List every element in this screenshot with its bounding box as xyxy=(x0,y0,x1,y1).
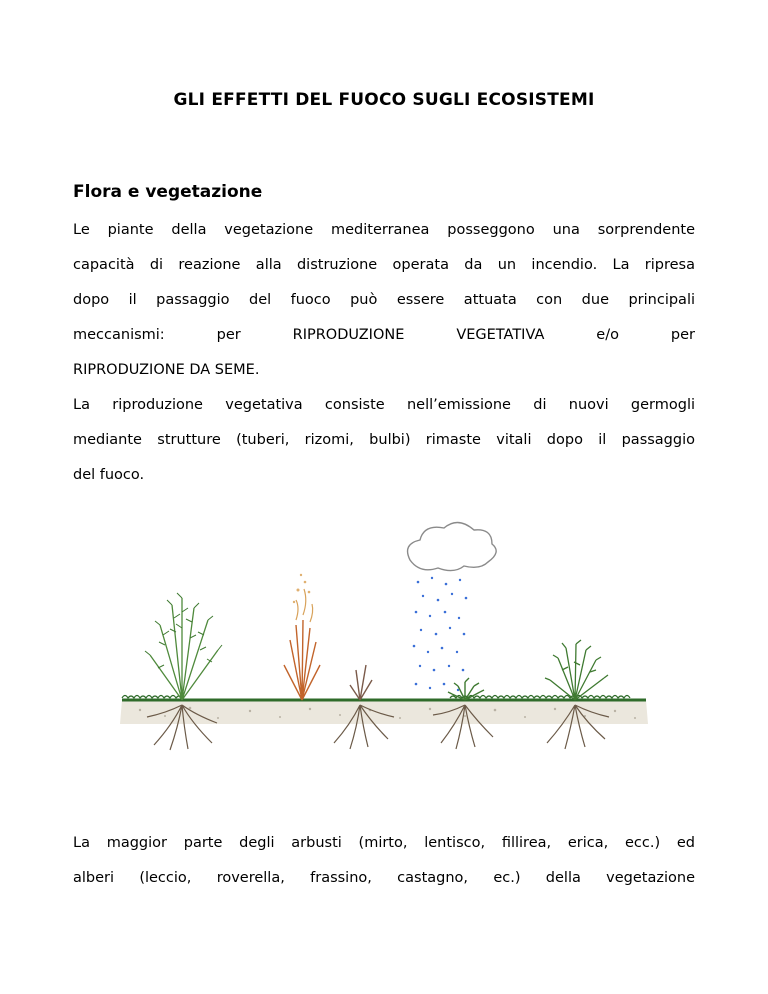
page-title: GLI EFFETTI DEL FUOCO SUGLI ECOSISTEMI xyxy=(173,90,595,110)
rain-cloud-icon xyxy=(408,522,497,691)
paragraph-vegetative-reproduction xyxy=(73,388,695,493)
paragraph-line: del fuoco. xyxy=(73,467,145,483)
ground-icon xyxy=(120,696,648,725)
paragraph-line: meccanismi: per RIPRODUZIONE VEGETATIVA e/o per xyxy=(73,327,695,343)
paragraph-line: alberi (leccio, roverella, frassino, castagno, ec.) della vegetazione xyxy=(73,870,695,886)
paragraph-line: Le piante della vegetazione mediterranea posseggono una sorprendente xyxy=(73,222,695,238)
paragraph-shrubs-trees xyxy=(73,826,695,896)
paragraph-line: mediante strutture (tuberi, rizomi, bulbi) rimaste vitali dopo il passaggio xyxy=(73,432,695,448)
paragraph-intro xyxy=(73,213,695,388)
paragraph-line: dopo il passaggio del fuoco può essere attuata con due principali xyxy=(73,292,695,308)
burned-stump-icon xyxy=(350,665,372,700)
paragraph-line: La maggior parte degli arbusti (mirto, lentisco, fillirea, erica, ecc.) ed xyxy=(73,835,695,851)
vegetative-regrowth-after-fire-illustration xyxy=(120,520,648,770)
paragraph-line: RIPRODUZIONE DA SEME. xyxy=(73,362,260,378)
paragraph-line: La riproduzione vegetativa consiste nell’emissione di nuovi germogli xyxy=(73,397,695,413)
burning-shrub-icon xyxy=(284,574,320,700)
paragraph-line: capacità di reazione alla distruzione operata da un incendio. La ripresa xyxy=(73,257,695,273)
regrown-shrub-icon xyxy=(545,640,608,700)
section-heading: Flora e vegetazione xyxy=(73,182,263,202)
shrub-icon xyxy=(145,593,222,700)
